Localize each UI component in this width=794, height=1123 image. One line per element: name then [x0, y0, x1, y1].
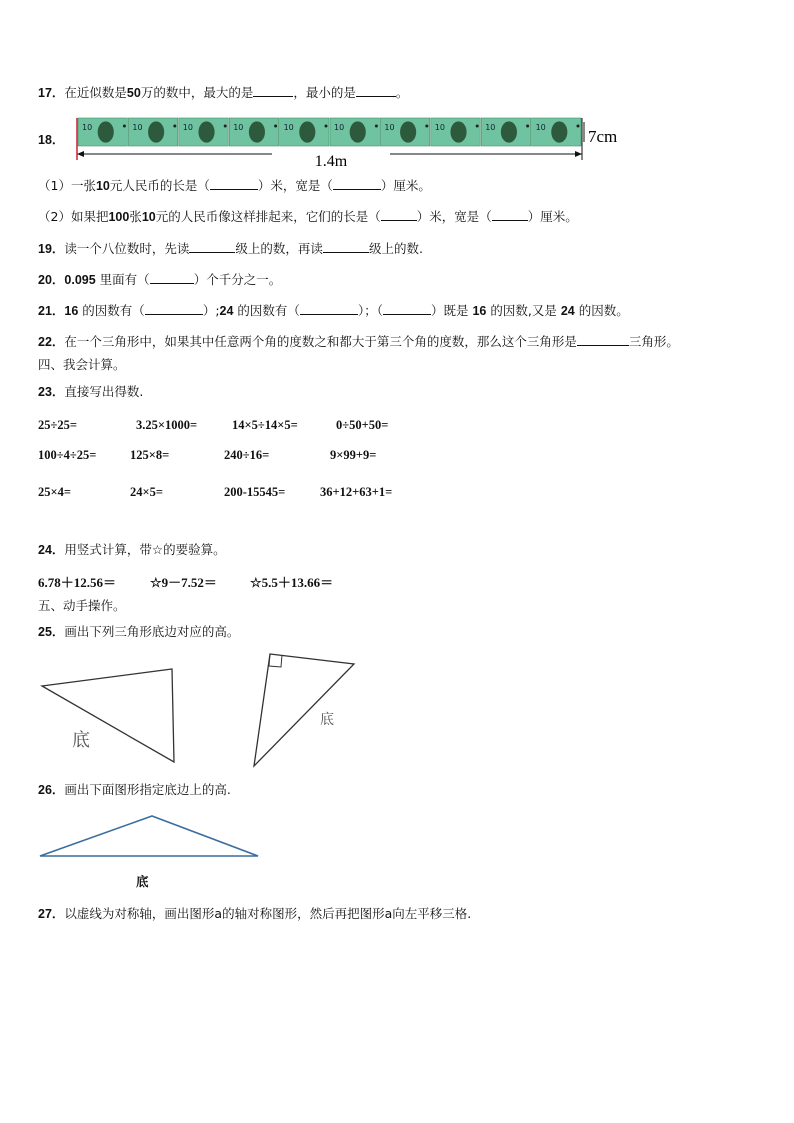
- question-text: 画出下面图形指定底边上的高.: [64, 782, 231, 797]
- question-17: [38, 84, 408, 101]
- question-text: ）米，宽是（: [416, 209, 492, 224]
- answer-blank[interactable]: [381, 208, 417, 221]
- answer-blank[interactable]: [333, 177, 381, 190]
- question-text: 在一个三角形中，如果其中任意两个角的度数之和都大于第三个角的度数，那么这个三角形是: [64, 334, 577, 349]
- answer-blank[interactable]: [150, 271, 194, 284]
- answer-blank[interactable]: [253, 84, 293, 97]
- base-label: 底: [136, 874, 149, 889]
- bill-dot: [476, 125, 479, 128]
- calc-item: 125×8=: [130, 448, 170, 462]
- question-text: ）;: [202, 303, 220, 318]
- calc-item: 240÷16=: [224, 448, 270, 462]
- portrait-icon: [501, 121, 517, 142]
- banknote: [380, 118, 429, 146]
- question-19: [38, 240, 423, 257]
- question-text: 的因数,又是: [490, 303, 557, 318]
- question-text: ）米，宽是（: [257, 178, 333, 193]
- width-label: 7cm: [588, 127, 618, 146]
- bill-denomination: 10: [434, 123, 445, 132]
- bill-dot: [123, 125, 126, 128]
- bill-denomination: 10: [283, 123, 294, 132]
- number-value: 100: [108, 210, 130, 224]
- question-text: 的因数有（: [237, 303, 300, 318]
- banknote: [431, 118, 480, 146]
- base-label: 底: [320, 712, 334, 728]
- section-heading: 五、动手操作。: [38, 598, 126, 613]
- question-text: 里面有（: [99, 272, 150, 287]
- question-text: 级上的数.: [368, 241, 423, 256]
- right-triangle: [254, 654, 354, 766]
- calc-item: 25÷25=: [38, 418, 77, 432]
- calc-item: 9×99+9=: [330, 448, 377, 462]
- question-text: 元人民币的长是（: [109, 178, 210, 193]
- number-value: 10: [141, 210, 156, 224]
- answer-blank[interactable]: [323, 240, 369, 253]
- question-27: [38, 906, 471, 922]
- triangle-figure-right: [248, 648, 368, 772]
- question-number: 26．: [38, 783, 65, 797]
- question-text: 元的人民币像这样排起来，它们的长是（: [155, 209, 381, 224]
- question-text: ）厘米。: [527, 209, 578, 224]
- number-value: 0.095: [64, 273, 96, 287]
- obtuse-triangle-figure: [36, 812, 266, 862]
- question-text: 的因数有（: [82, 303, 145, 318]
- question-number: 27．: [38, 907, 65, 921]
- calc-item: 200-15545=: [224, 485, 286, 499]
- question-18-part-1: [38, 177, 431, 194]
- question-number: 19．: [38, 242, 65, 256]
- number-value: 10: [95, 179, 110, 193]
- question-text: （1）一张: [38, 178, 96, 193]
- vertical-calc-item: ☆9－7.52＝: [150, 575, 217, 590]
- portrait-icon: [98, 121, 114, 142]
- number-value: 16: [472, 304, 487, 318]
- length-label: 1.4m: [314, 153, 348, 170]
- question-number: 21．: [38, 304, 65, 318]
- banknote: [532, 118, 581, 146]
- question-text: 三角形。: [628, 334, 679, 349]
- bill-denomination: 10: [182, 123, 193, 132]
- question-text: （2）如果把: [38, 209, 109, 224]
- question-text: ）厘米。: [380, 178, 431, 193]
- question-18-part-2: [38, 208, 578, 225]
- vertical-calc-item: 6.78＋12.56＝: [38, 575, 117, 590]
- answer-blank[interactable]: [210, 177, 258, 190]
- bill-denomination: 10: [384, 123, 395, 132]
- answer-blank[interactable]: [300, 302, 358, 315]
- answer-blank[interactable]: [189, 240, 235, 253]
- bill-dot: [224, 125, 227, 128]
- number-value: 16: [64, 304, 79, 318]
- calc-item: 36+12+63+1=: [320, 485, 393, 499]
- question-text: 用竖式计算，带☆的要验算。: [64, 542, 226, 557]
- answer-blank[interactable]: [145, 302, 203, 315]
- question-number: 25．: [38, 625, 65, 639]
- obtuse-triangle: [40, 816, 258, 856]
- bill-dot: [526, 125, 529, 128]
- number-value: 24: [560, 304, 575, 318]
- bill-dot: [577, 125, 580, 128]
- section-heading: 四、我会计算。: [38, 357, 126, 372]
- question-23: [38, 384, 143, 400]
- calc-item: 25×4=: [38, 485, 71, 499]
- answer-blank[interactable]: [577, 333, 629, 346]
- banknote-strip-figure: [72, 114, 632, 170]
- question-number: 17．: [38, 86, 65, 100]
- banknote: [330, 118, 379, 146]
- calc-item: 100÷4÷25=: [38, 448, 97, 462]
- bill-denomination: 10: [334, 123, 345, 132]
- bill-dot: [375, 125, 378, 128]
- number-value: 50: [126, 86, 141, 100]
- bill-denomination: 10: [82, 123, 93, 132]
- portrait-icon: [249, 121, 265, 142]
- question-text: 级上的数，再读: [235, 241, 323, 256]
- base-label: 底: [72, 730, 90, 751]
- bill-dot: [425, 125, 428, 128]
- question-25: [38, 624, 239, 640]
- triangle-left: [42, 669, 174, 762]
- question-text: ）；（: [357, 303, 383, 318]
- bill-denomination: 10: [132, 123, 143, 132]
- question-text: 的因数。: [578, 303, 629, 318]
- question-number: 24．: [38, 543, 65, 557]
- question-20: [38, 271, 281, 288]
- number-value: 24: [219, 304, 234, 318]
- question-number: 20．: [38, 273, 65, 287]
- question-18-number: [38, 132, 64, 148]
- portrait-icon: [400, 121, 416, 142]
- portrait-icon: [350, 121, 366, 142]
- portrait-icon: [450, 121, 466, 142]
- triangle-figure-left: [38, 664, 188, 768]
- question-text: 在近似数是: [64, 85, 127, 100]
- arrowhead-left: [77, 151, 84, 157]
- calc-item: 3.25×1000=: [136, 418, 198, 432]
- bill-denomination: 10: [485, 123, 496, 132]
- calc-item: 0÷50+50=: [336, 418, 389, 432]
- question-text: 万的数中，最大的是: [140, 85, 254, 100]
- question-text: ）既是: [430, 303, 469, 318]
- bill-denomination: 10: [535, 123, 546, 132]
- question-text: 读一个八位数时，先读: [64, 241, 190, 256]
- question-24: [38, 542, 226, 558]
- banknote: [78, 118, 127, 146]
- question-text: ）个千分之一。: [193, 272, 282, 287]
- question-text: 以虚线为对称轴，画出图形a的轴对称图形，然后再把图形a向左平移三格.: [64, 906, 472, 921]
- banknote: [179, 118, 228, 146]
- portrait-icon: [198, 121, 214, 142]
- bill-denomination: 10: [233, 123, 244, 132]
- answer-blank[interactable]: [383, 302, 431, 315]
- calc-item: 24×5=: [130, 485, 163, 499]
- calc-item: 14×5÷14×5=: [232, 418, 298, 432]
- right-angle-mark: [269, 654, 282, 667]
- question-text: 直接写出得数.: [64, 384, 144, 399]
- banknote: [481, 118, 530, 146]
- banknote: [229, 118, 278, 146]
- question-text: ，最小的是: [293, 85, 356, 100]
- question-text: 。: [395, 85, 409, 100]
- vertical-calc-item: ☆5.5＋13.66＝: [250, 575, 334, 590]
- question-22: [38, 333, 679, 350]
- banknote: [128, 118, 177, 146]
- arrowhead-right: [575, 151, 582, 157]
- answer-blank[interactable]: [492, 208, 528, 221]
- bill-dot: [274, 125, 277, 128]
- question-text: 画出下列三角形底边对应的高。: [64, 624, 240, 639]
- answer-blank[interactable]: [356, 84, 396, 97]
- bill-dot: [325, 125, 328, 128]
- question-26: [38, 782, 231, 798]
- question-21: [38, 302, 629, 319]
- question-text: 张: [129, 209, 142, 224]
- portrait-icon: [148, 121, 164, 142]
- banknote: [280, 118, 329, 146]
- question-number: 22．: [38, 335, 65, 349]
- portrait-icon: [299, 121, 315, 142]
- bill-dot: [173, 125, 176, 128]
- portrait-icon: [551, 121, 567, 142]
- question-number: 23．: [38, 385, 65, 399]
- question-number: 18．: [38, 133, 65, 147]
